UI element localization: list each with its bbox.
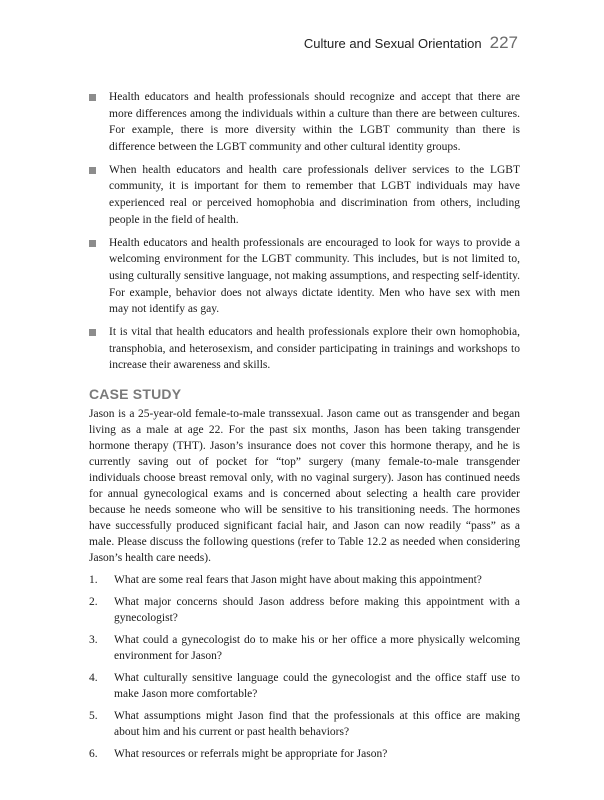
question-text: What culturally sensitive language could the gynecologist and the office staff use to make Jason more comfortable? [114,672,520,700]
bullet-list [89,89,520,374]
case-study-heading: CASE STUDY [89,386,182,402]
bullet-item [89,324,520,374]
bullet-text: When health educators and health care professionals deliver services to the LGBT community, it is important for them to remember that LGBT individuals may have experienced real or perceived homophobia and discrimination from others, including people in the field of health. [109,163,520,226]
page-number: 227 [489,33,518,52]
bullet-item [89,89,520,155]
bullet-item [89,162,520,228]
question-number: 4. [89,672,98,684]
question-item [89,670,520,702]
question-text: What are some real fears that Jason might have about making this appointment? [114,574,482,586]
question-item [89,708,520,740]
question-text: What assumptions might Jason find that the professionals at this office are making about him and his current or past health behaviors? [114,710,520,738]
question-number: 3. [89,634,98,646]
square-bullet-icon [89,329,96,336]
question-item [89,572,520,588]
bullet-text: Health educators and health professionals are encouraged to look for ways to provide a welcoming environment for the LGBT community. This includes, but is not limited to, using culturally sensitive language, not making assumptions, and respecting self-identity. For example, behavior does not always dictate identity. Men who have sex with men may not identify as gay. [109,236,520,316]
running-header [304,33,518,53]
question-item [89,632,520,664]
question-number: 2. [89,596,98,608]
question-item [89,746,520,762]
question-list [89,572,520,762]
question-item [89,594,520,626]
page-body [89,89,520,768]
question-number: 5. [89,710,98,722]
question-number: 1. [89,574,98,586]
bullet-item [89,235,520,318]
question-text: What resources or referrals might be appropriate for Jason? [114,748,388,760]
square-bullet-icon [89,167,96,174]
bullet-text: Health educators and health professionals should recognize and accept that there are more differences among the individuals within a culture than there are between cultures. For example, there is more diversity within the LGBT community than there is difference between the LGBT community and other cultural identity groups. [109,91,520,153]
square-bullet-icon [89,240,96,247]
question-text: What major concerns should Jason address before making this appointment with a gynecologist? [114,596,520,624]
question-number: 6. [89,748,98,760]
case-study-paragraph: Jason is a 25-year-old female-to-male transsexual. Jason came out as transgender and began living as a male at age 22. For the past six months, Jason has been taking transgender hormone therapy (THT). Jason’s insurance does not cover this hormone therapy, and he is currently saving out of pocket for “top” surgery (many female-to-male transgender individuals choose breast removal only, with no vaginal surgery). Jason has continued needs for annual gynecological exams and is concerned about selecting a health care provider because he needs someone who will be sensitive to his transitioning needs. The hormones have successfully produced significant facial hair, and Jason can now readily “pass” as a male. Please discuss the following questions (refer to Table 12.2 as needed when considering Jason’s health care needs). [89,408,520,564]
question-text: What could a gynecologist do to make his or her office a more physically welcoming environment for Jason? [114,634,520,662]
running-title: Culture and Sexual Orientation [303,36,482,51]
square-bullet-icon [89,94,96,101]
bullet-text: It is vital that health educators and health professionals explore their own homophobia, transphobia, and heterosexism, and consider participating in trainings and workshops to increase their awareness and skills. [109,326,520,372]
